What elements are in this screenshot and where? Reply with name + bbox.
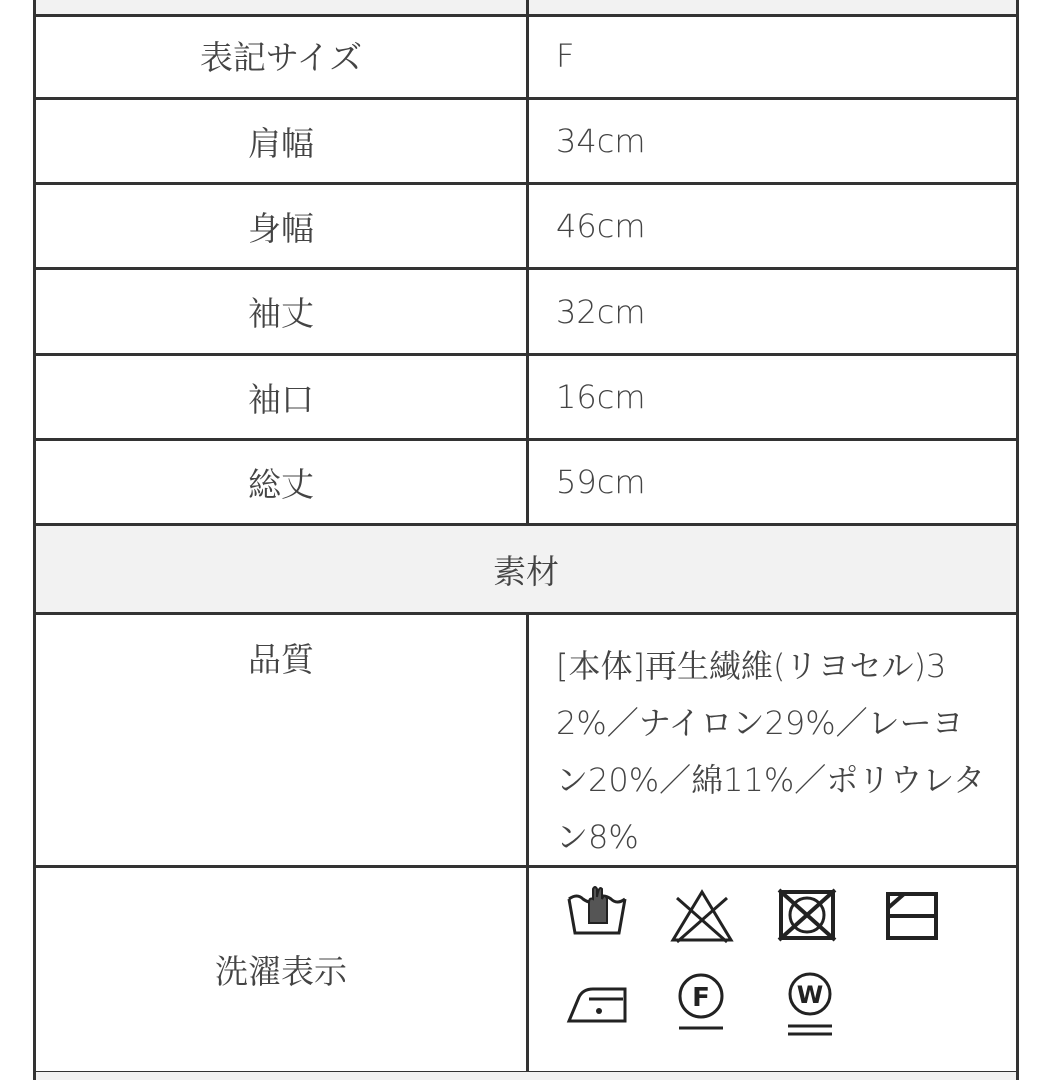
column-divider	[526, 0, 529, 14]
iron-low-icon	[565, 973, 631, 1027]
sleeve-length-label: 袖丈	[36, 270, 529, 353]
cuff-label: 袖口	[36, 356, 529, 438]
table-row-shoulder	[36, 100, 1016, 185]
cuff-value: 16cm	[556, 378, 646, 416]
size-table	[33, 0, 1019, 1080]
table-row-cuff	[36, 356, 1016, 441]
svg-text:F: F	[692, 983, 710, 1013]
line-dry-shade-icon	[884, 890, 940, 942]
quality-value: [本体]再生繊維(リヨセル)32%／ナイロン29%／レーヨン20%／綿11%／ポリウレタン8%	[556, 647, 985, 856]
table-row-total-length	[36, 441, 1016, 526]
table-row-size	[36, 14, 1016, 100]
shoulder-value: 34cm	[556, 122, 646, 160]
material-section-header: 素材	[36, 526, 1016, 615]
total-length-label: 総丈	[36, 441, 529, 523]
care-label: 洗濯表示	[36, 868, 529, 1071]
table-row-width	[36, 185, 1016, 270]
size-value: F	[556, 36, 575, 75]
sleeve-length-value: 32cm	[556, 292, 646, 331]
width-label: 身幅	[36, 185, 529, 267]
dry-clean-f-icon	[671, 970, 731, 1034]
table-row-care	[36, 868, 1016, 1074]
no-bleach-icon	[669, 888, 735, 944]
no-tumble-dry-icon	[775, 886, 839, 944]
size-label: 表記サイズ	[36, 14, 529, 97]
width-value: 46cm	[556, 207, 646, 245]
quality-label: 品質	[36, 612, 529, 865]
care-icons	[529, 868, 1016, 1071]
wet-clean-w-icon	[780, 970, 840, 1040]
total-length-value: 59cm	[556, 463, 646, 501]
table-row-sleeve-length	[36, 270, 1016, 356]
svg-text:W: W	[796, 981, 824, 1009]
hand-wash-icon	[565, 883, 629, 941]
table-bottom-row	[36, 1072, 1016, 1080]
shoulder-label: 肩幅	[36, 100, 529, 182]
table-row-quality	[36, 612, 1016, 868]
